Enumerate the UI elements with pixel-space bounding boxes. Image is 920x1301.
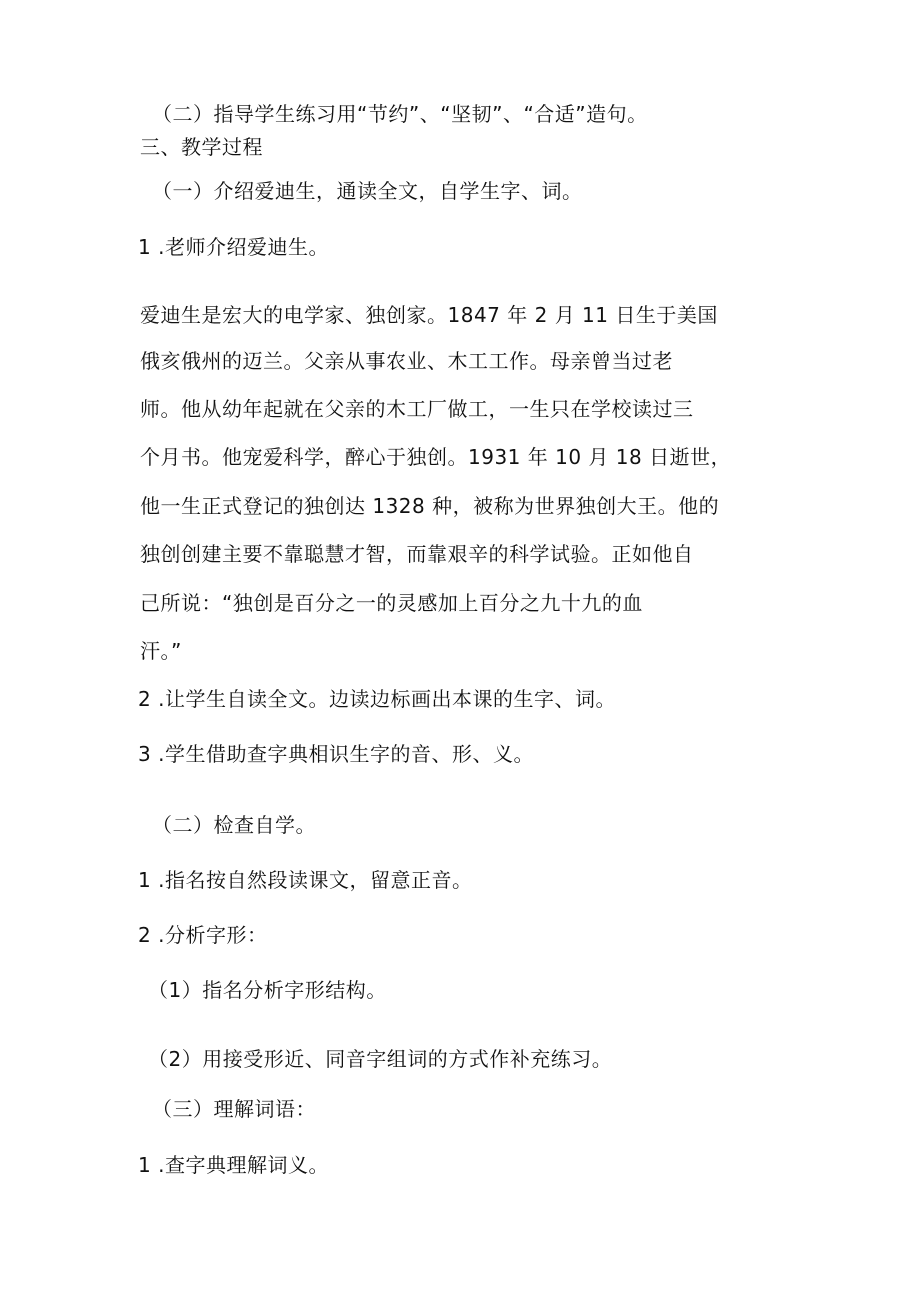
sub-item-structure-analysis: （1）指名分析字形结构。	[148, 978, 387, 1002]
list-item-teacher-intro: 1 .老师介绍爱迪生。	[138, 235, 329, 259]
paragraph-line-7: 己所说：“独创是百分之一的灵感加上百分之九十九的血	[140, 591, 643, 615]
subheading-understand-words: （三）理解词语：	[152, 1097, 316, 1121]
paragraph-line-1: 爱迪生是宏大的电学家、独创家。1847 年 2 月 11 日生于美国	[140, 303, 718, 327]
paragraph-line-8: 汗。”	[140, 639, 182, 663]
subheading-check-self-study: （二）检查自学。	[152, 813, 316, 837]
paragraph-line-4: 个月书。他宠爱科学，醉心于独创。1931 年 10 月 18 日逝世，	[140, 445, 732, 469]
list-item-self-read: 2 .让学生自读全文。边读边标画出本课的生字、词。	[138, 687, 616, 711]
list-item-look-up-meaning: 1 .查字典理解词义。	[138, 1153, 329, 1177]
paragraph-line-5: 他一生正式登记的独创达 1328 种，被称为世界独创大王。他的	[140, 494, 720, 518]
section-heading-teaching-process: 三、教学过程	[140, 135, 263, 159]
paragraph-line-3: 师。他从幼年起就在父亲的木工厂做工，一生只在学校读过三	[140, 397, 694, 421]
sub-item-supplementary-practice: （2）用接受形近、同音字组词的方式作补充练习。	[148, 1047, 613, 1071]
paragraph-line-2: 俄亥俄州的迈兰。父亲从事农业、木工工作。母亲曾当过老	[140, 349, 673, 373]
heading-sentence-practice: （二）指导学生练习用“节约”、“坚韧”、“合适”造句。	[152, 102, 648, 126]
subheading-introduce-edison: （一）介绍爱迪生，通读全文，自学生字、词。	[152, 179, 583, 203]
list-item-analyze-glyphs: 2 .分析字形：	[138, 923, 268, 947]
paragraph-line-6: 独创创建主要不靠聪慧才智，而靠艰辛的科学试验。正如他自	[140, 542, 694, 566]
list-item-dictionary: 3 .学生借助查字典相识生字的音、形、义。	[138, 742, 534, 766]
list-item-read-aloud: 1 .指名按自然段读课文，留意正音。	[138, 868, 473, 892]
